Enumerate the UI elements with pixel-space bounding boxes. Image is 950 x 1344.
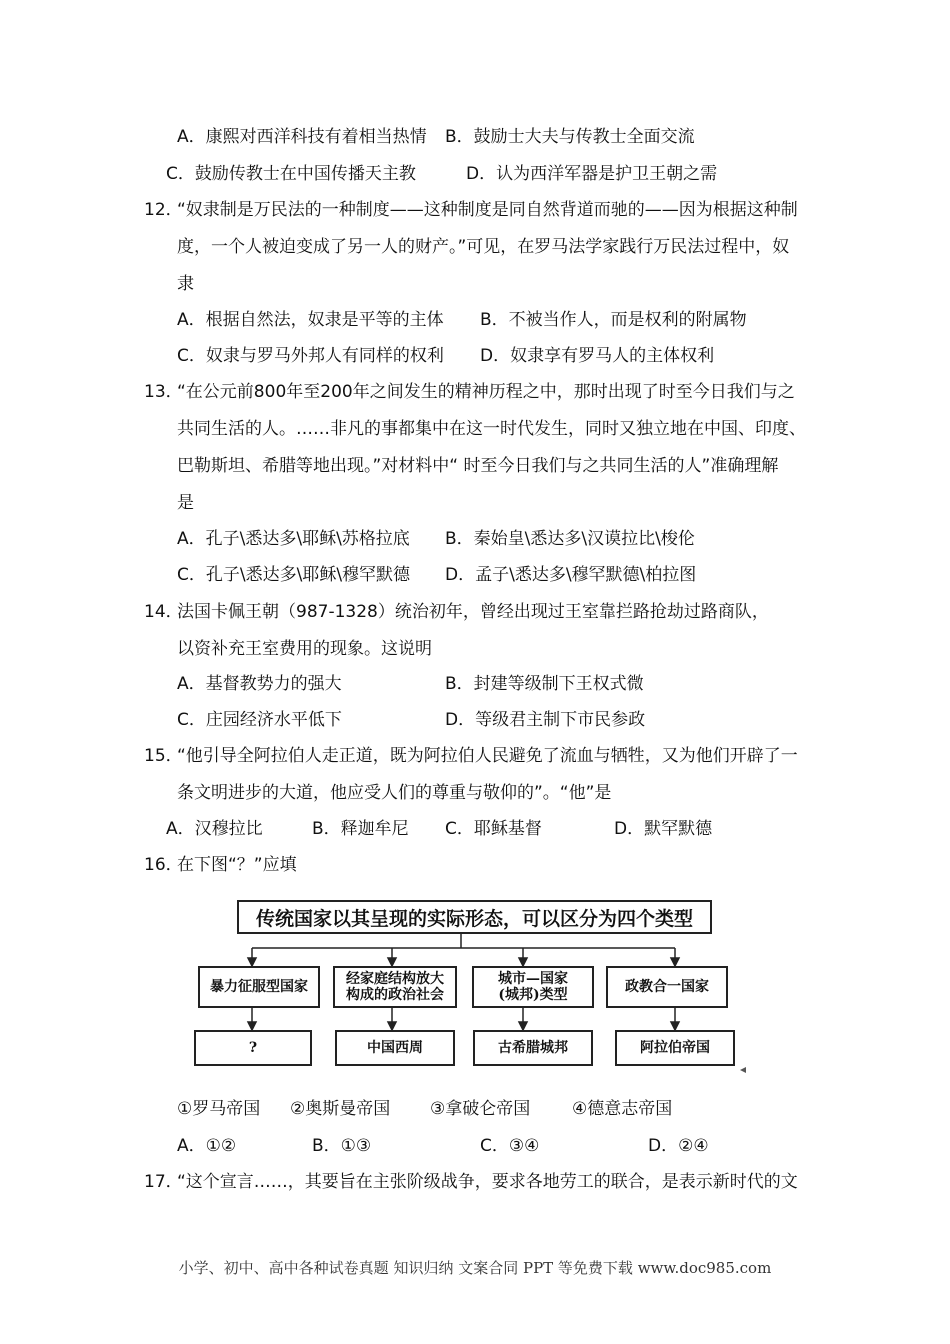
- diagram-type-3: 城市—国家 (城邦)类型: [472, 966, 594, 1008]
- q13-stem-line1: “在公元前800年至200年之间发生的精神历程之中，那时出现了时至今日我们与之: [177, 382, 795, 402]
- q15-option-a: A．汉穆拉比: [166, 819, 263, 839]
- q11-option-d: D．认为西洋军器是护卫王朝之需: [466, 164, 718, 184]
- q14-option-b: B．封建等级制下王权式微: [445, 674, 644, 694]
- q16-item-4: ④德意志帝国: [572, 1099, 673, 1119]
- q12-option-d: D．奴隶享有罗马人的主体权利: [480, 346, 715, 366]
- q16-stem-line1: 在下图“？”应填: [177, 855, 297, 875]
- q16-option-b: B．①③: [312, 1136, 372, 1156]
- diagram-example-1: ?: [194, 1030, 312, 1066]
- q13-stem-line2: 共同生活的人。……非凡的事都集中在这一时代发生，同时又独立地在中国、印度、: [177, 419, 806, 439]
- q16-option-c: C．③④: [480, 1136, 540, 1156]
- diagram-title: 传统国家以其呈现的实际形态，可以区分为四个类型: [237, 900, 712, 934]
- q12-stem-line2: 度，一个人被迫变成了另一人的财产。”可见，在罗马法学家践行万民法过程中，奴: [177, 237, 790, 257]
- state-types-diagram: [190, 898, 760, 1074]
- q14-option-a: A．基督教势力的强大: [177, 674, 342, 694]
- q13-stem-line4: 是: [177, 493, 194, 513]
- q11-option-c: C．鼓励传教士在中国传播天主教: [166, 164, 416, 184]
- q15-stem-line1: “他引导全阿拉伯人走正道，既为阿拉伯人民避免了流血与牺牲，又为他们开辟了一: [177, 746, 798, 766]
- q17-number: 17．: [144, 1172, 183, 1192]
- q17-stem-line1: “这个宣言……，其要旨在主张阶级战争，要求各地劳工的联合，是表示新时代的文: [177, 1172, 798, 1192]
- small-arrow-icon: [740, 1067, 746, 1073]
- q16-item-1: ①罗马帝国: [177, 1099, 261, 1119]
- q13-option-c: C．孔子\悉达多\耶稣\穆罕默德: [177, 565, 411, 585]
- q12-stem-line1: “奴隶制是万民法的一种制度——这种制度是同自然背道而驰的——因为根据这种制: [177, 200, 798, 220]
- diagram-example-3: 古希腊城邦: [473, 1030, 593, 1066]
- q12-option-b: B．不被当作人，而是权利的附属物: [480, 310, 747, 330]
- q12-number: 12．: [144, 200, 183, 220]
- q13-option-d: D．孟子\悉达多\穆罕默德\柏拉图: [445, 565, 697, 585]
- q12-option-c: C．奴隶与罗马外邦人有同样的权利: [177, 346, 444, 366]
- diagram-example-4: 阿拉伯帝国: [615, 1030, 735, 1066]
- q13-stem-line3: 巴勒斯坦、希腊等地出现。”对材料中“ 时至今日我们与之共同生活的人”准确理解: [177, 456, 779, 476]
- q15-option-b: B．释迦牟尼: [312, 819, 409, 839]
- q12-stem-line3: 隶: [177, 274, 194, 294]
- q16-option-a: A．①②: [177, 1136, 237, 1156]
- q13-option-b: B．秦始皇\悉达多\汉谟拉比\梭伦: [445, 529, 695, 549]
- diagram-example-2: 中国西周: [335, 1030, 455, 1066]
- q12-option-a: A．根据自然法，奴隶是平等的主体: [177, 310, 444, 330]
- q11-option-b: B．鼓励士大夫与传教士全面交流: [445, 127, 695, 147]
- q14-option-c: C．庄园经济水平低下: [177, 710, 342, 730]
- q14-stem-line1: 法国卡佩王朝（987-1328）统治初年，曾经出现过王室靠拦路抢劫过路商队，: [177, 602, 769, 622]
- q14-stem-line2: 以资补充王室费用的现象。这说明: [177, 639, 432, 659]
- page-footer: 小学、初中、高中各种试卷真题 知识归纳 文案合同 PPT 等免费下载 www.doc985.com: [178, 1259, 772, 1277]
- q13-number: 13．: [144, 382, 183, 402]
- q16-item-3: ③拿破仑帝国: [430, 1099, 531, 1119]
- q16-item-2: ②奥斯曼帝国: [290, 1099, 391, 1119]
- q13-option-a: A．孔子\悉达多\耶稣\苏格拉底: [177, 529, 410, 549]
- q15-number: 15．: [144, 746, 183, 766]
- diagram-type-4: 政教合一国家: [606, 966, 728, 1008]
- q15-stem-line2: 条文明进步的大道，他应受人们的尊重与敬仰的”。“他”是: [177, 783, 612, 803]
- diagram-type-1: 暴力征服型国家: [198, 966, 320, 1008]
- q14-option-d: D．等级君主制下市民参政: [445, 710, 646, 730]
- diagram-type-2: 经家庭结构放大 构成的政治社会: [333, 966, 457, 1008]
- q15-option-c: C．耶稣基督: [445, 819, 542, 839]
- q16-number: 16．: [144, 855, 183, 875]
- q14-number: 14．: [144, 602, 183, 622]
- q15-option-d: D．默罕默德: [614, 819, 713, 839]
- q16-option-d: D．②④: [648, 1136, 709, 1156]
- q11-option-a: A．康熙对西洋科技有着相当热情: [177, 127, 427, 147]
